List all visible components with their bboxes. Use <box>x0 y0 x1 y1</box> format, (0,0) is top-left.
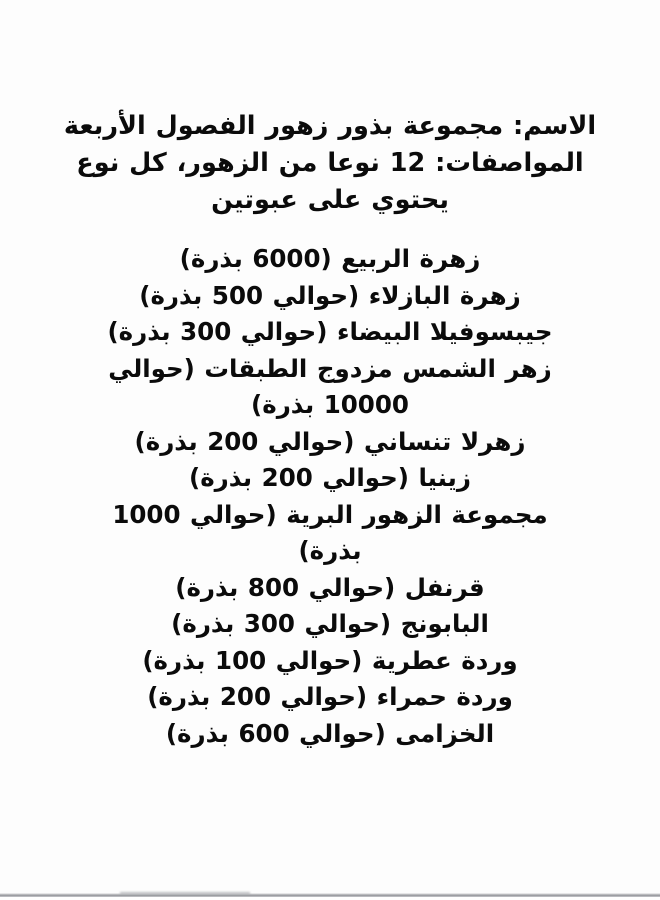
list-item: مجموعة الزهور البرية (حوالي 1000 بذرة) <box>112 499 548 565</box>
product-header-block <box>52 108 608 219</box>
list-item: جيبسوفيلا البيضاء (حوالي 300 بذرة) <box>107 317 553 346</box>
product-specs-line-1: المواصفات: 12 نوعا من الزهور، كل نوع <box>76 148 584 178</box>
list-item: وردة عطرية (حوالي 100 بذرة) <box>142 645 518 675</box>
list-item: وردة حمراء (حوالي 200 بذرة) <box>147 682 513 711</box>
list-item: زهرلا تنساني (حوالي 200 بذرة) <box>134 426 526 456</box>
list-item: زهر الشمس مزدوج الطبقات (حوالي 10000 بذرة) <box>108 353 552 419</box>
product-specs-line-2: يحتوي على عبوتين <box>211 185 449 215</box>
list-item: البابونج (حوالي 300 بذرة) <box>171 609 489 638</box>
list-item: الخزامى (حوالي 600 بذرة) <box>165 718 495 748</box>
list-item: زينيا (حوالي 200 بذرة) <box>189 463 471 492</box>
list-item: زهرة البازلاء (حوالي 500 بذرة) <box>139 280 521 310</box>
list-item: قرنفل (حوالي 800 بذرة) <box>175 572 485 602</box>
product-name-line: الاسم: مجموعة بذور زهور الفصول الأربعة <box>63 111 597 141</box>
seed-variety-list <box>95 241 565 752</box>
list-item: زهرة الربيع (6000 بذرة) <box>179 244 481 273</box>
